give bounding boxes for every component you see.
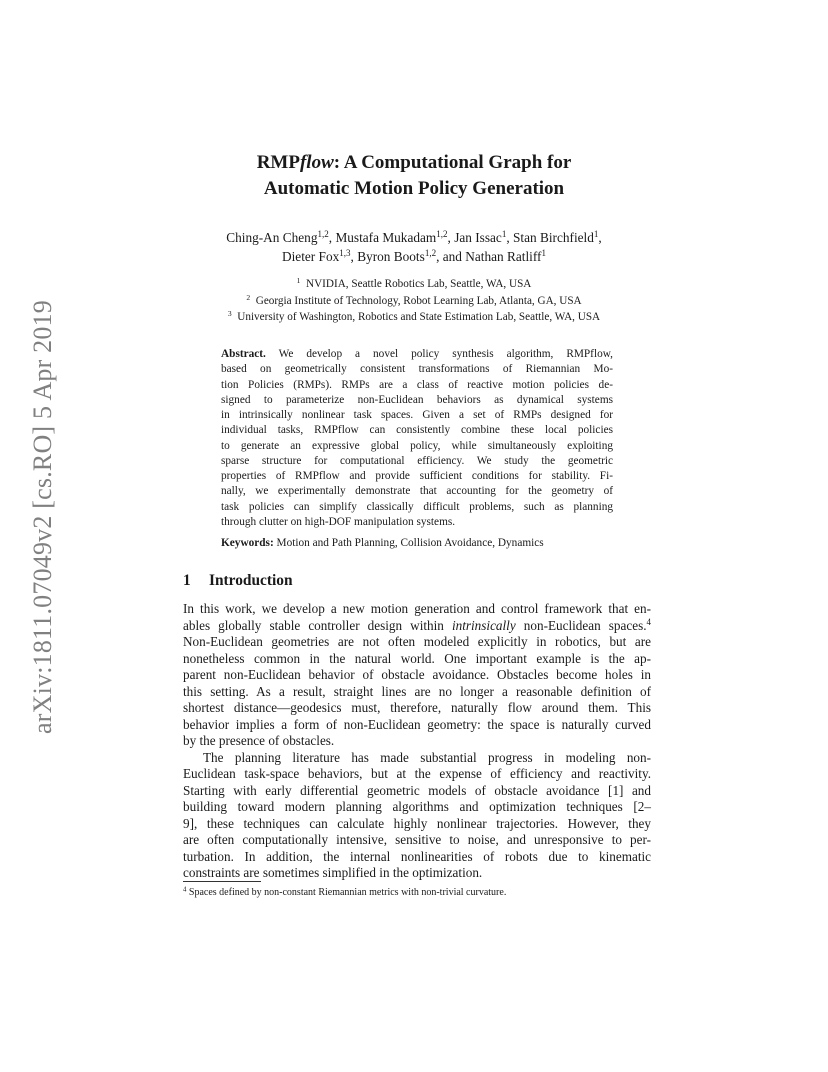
section-heading <box>183 572 293 590</box>
abstract-line: through clutter on high-DOF manipulation systems. <box>221 515 456 528</box>
author-affiliation: 1 <box>593 229 599 240</box>
abstract-line: based on geometrically consistent transformations of Riemannian Mo- <box>221 363 613 376</box>
body-line: 9], these techniques can calculate highly nonlinear trajectories. However, they <box>183 815 651 831</box>
body-line: parent non-Euclidean behavior of obstacle avoidance. Obstacles become holes in <box>183 667 651 682</box>
body-line: building toward modern planning algorithms and optimization techniques [2– <box>183 799 651 814</box>
affiliation-text: University of Washington, Robotics and State Estimation Lab, Seattle, WA, USA <box>237 311 601 323</box>
keywords-label: Keywords: <box>221 537 274 549</box>
affiliation-text: NVIDIA, Seattle Robotics Lab, Seattle, WA, USA <box>306 278 532 290</box>
body-line: this setting. As a result, straight lines are no longer a reasonable definition of <box>183 683 651 699</box>
affiliation <box>150 293 678 310</box>
section-number: 1 <box>183 572 191 589</box>
footnote-marker: 4 <box>646 616 651 627</box>
keywords-text: Motion and Path Planning, Collision Avoidance, Dynamics <box>276 537 544 549</box>
body-line: In this work, we develop a new motion generation and control framework that en- <box>183 601 651 616</box>
body-line: constraints are sometimes simplified in the optimization. <box>183 865 483 880</box>
author-line-2: Dieter Fox$^{1,3}$, Byron Boots$^{1,2}$, and Nathan Ratliff$^1$ <box>282 248 546 264</box>
abstract-line: in intrinsically nonlinear task spaces. Given a set of RMPs designed for <box>221 409 613 421</box>
affiliation-number: 3 <box>227 308 232 318</box>
footnote-number: 4 <box>183 886 187 894</box>
body-line: Starting with early differential geometric models of obstacle avoidance [1] and <box>183 782 651 798</box>
author-name: Byron Boots <box>357 249 425 264</box>
abstract-text: We develop a novel policy synthesis algorithm, RMPflow, <box>278 348 613 360</box>
title-line-2: Automatic Motion Policy Generation <box>263 178 565 199</box>
body-line: Non-Euclidean geometries are not often modeled explicitly in robotics, but are <box>183 634 651 649</box>
author-name: Ching-An Cheng <box>226 230 318 245</box>
abstract-line: sparse structure for computational efficiency. We study the geometric <box>221 454 613 467</box>
body-line: nonetheless common in the natural world. One important example is the ap- <box>183 650 651 666</box>
title-line-1 <box>140 150 688 176</box>
body-line: behavior implies a form of non-Euclidean geometry: the space is naturally curved <box>183 716 651 732</box>
body-text: ables globally stable controller design within <box>183 617 452 633</box>
abstract-line <box>221 347 613 362</box>
affiliation-list <box>150 276 678 326</box>
author-affiliation: 1,2 <box>317 229 329 240</box>
body-line: are often computationally intensive, sensitive to noise, and unresponsive to per- <box>183 832 651 847</box>
author-name: Nathan Ratliff <box>465 249 542 264</box>
affiliation <box>150 309 678 326</box>
author-affiliation: 1 <box>541 248 546 259</box>
abstract-line: task policies can simplify classically difficult problems, such as planning <box>221 500 613 513</box>
body-line: The planning literature has made substantial progress in modeling non- <box>203 749 651 765</box>
body-text: non-Euclidean spaces. <box>515 617 647 633</box>
footnote <box>183 886 651 899</box>
abstract-line: individual tasks, RMPflow can consistently combine these local policies <box>221 424 613 437</box>
affiliation-number: 2 <box>246 292 251 302</box>
author-line-1: Ching-An Cheng$^{1,2}$, Mustafa Mukadam$^{1,2}$, Jan Issac$^1$, Stan Birchfield$^1$, <box>226 229 602 245</box>
keywords <box>221 536 613 551</box>
author-affiliation: 1,3 <box>339 248 351 259</box>
body-line: by the presence of obstacles. <box>183 733 335 748</box>
footnote-text: Spaces defined by non-constant Riemannian metrics with non-trivial curvature. <box>188 887 507 898</box>
abstract-line: properties of RMPflow and provide sufficient conditions for stability. Fi- <box>221 470 613 482</box>
author-name: Stan Birchfield <box>513 230 594 245</box>
arxiv-stamp <box>22 288 64 746</box>
paper-title <box>140 150 688 202</box>
abstract-label: Abstract. <box>221 348 266 360</box>
affiliation <box>150 276 678 293</box>
author-name: Dieter Fox <box>282 249 340 264</box>
affiliation-text: Georgia Institute of Technology, Robot Learning Lab, Atlanta, GA, USA <box>255 294 582 307</box>
abstract-line: nally, we experimentally demonstrate that accounting for the geometry of <box>221 485 613 498</box>
abstract-line: to generate an expressive global policy, while simultaneously exploiting <box>221 439 613 452</box>
body-line: turbation. In addition, the internal nonlinearities of robots due to kinematic <box>183 848 651 864</box>
arxiv-stamp-text: arXiv:1811.07049v2 [cs.RO] 5 Apr 2019 <box>28 300 58 734</box>
author-name: Jan Issac <box>454 230 502 245</box>
title-line1-rest: : A Computational Graph for <box>333 152 572 173</box>
body-line: Euclidean task-space behaviors, but at the expense of efficiency and reactivity. <box>183 766 651 781</box>
affiliation-number: 1 <box>296 275 301 285</box>
section-title: Introduction <box>209 572 293 589</box>
abstract-line: tion Policies (RMPs). RMPs are a class of reactive motion policies de- <box>221 378 613 391</box>
body-line: shortest distance—geodesics must, therefore, naturally flow around them. This <box>183 700 651 715</box>
author-affiliation: 1,2 <box>436 229 448 240</box>
author-name: Mustafa Mukadam <box>335 230 437 245</box>
abstract-line: signed to parameterize non-Euclidean behaviors as dynamical systems <box>221 393 613 406</box>
title-name: RMP <box>256 152 300 173</box>
author-affiliation: 1 <box>501 229 507 240</box>
author-list <box>160 228 668 266</box>
author-affiliation: 1,2 <box>424 248 437 259</box>
abstract <box>221 347 613 530</box>
title-name-italic: flow <box>299 152 334 173</box>
footnote-divider <box>183 881 261 882</box>
intro-body <box>183 601 651 882</box>
body-line <box>183 618 651 635</box>
body-emphasis: intrinsically <box>451 617 516 633</box>
